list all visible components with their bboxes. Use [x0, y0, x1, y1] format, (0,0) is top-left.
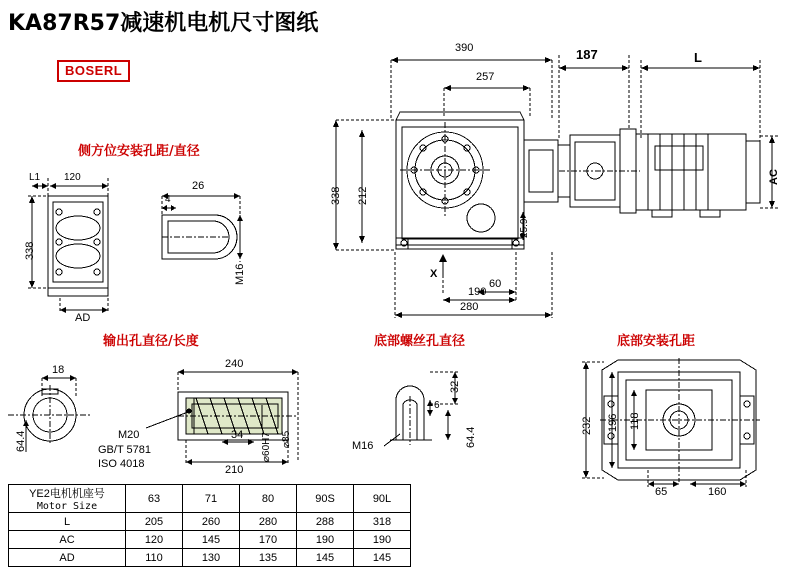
- dim-240: 240: [225, 358, 244, 370]
- table-cell: 318: [354, 513, 411, 531]
- dim-18: 18: [52, 364, 65, 376]
- table-cell: 260: [183, 513, 240, 531]
- motor-size-table: [8, 484, 411, 567]
- dim-118: 118: [629, 412, 641, 430]
- table-cell: 190: [297, 531, 354, 549]
- dim-160: 160: [708, 486, 727, 498]
- dim-190: 190: [468, 286, 487, 298]
- dim-338-side: 338: [24, 241, 36, 260]
- dim-257: 257: [476, 71, 495, 83]
- table-cell: 120: [126, 531, 183, 549]
- table-row: [9, 531, 411, 549]
- dim-187: 187: [576, 47, 598, 62]
- dim-280: 280: [460, 301, 479, 313]
- dim-32: 32: [449, 380, 461, 393]
- brand-logo: BOSERL: [57, 60, 130, 82]
- table-row-header: AD: [9, 549, 126, 567]
- table-row-header: L: [9, 513, 126, 531]
- table-header-motor-size: [9, 485, 126, 513]
- dim-M16-screw: M16: [352, 440, 374, 452]
- table-cell: 205: [126, 513, 183, 531]
- table-cell: 280: [240, 513, 297, 531]
- label-side-mount: 侧方位安装孔距/直径: [78, 144, 200, 159]
- table-cell: 90L: [354, 485, 411, 513]
- page-title: KA87R57减速机电机尺寸图纸: [8, 11, 319, 36]
- dim-X: X: [430, 268, 438, 280]
- table-cell: 288: [297, 513, 354, 531]
- dim-64-4-screw: 64.4: [465, 426, 477, 448]
- table-cell: 145: [297, 549, 354, 567]
- table-cell: 90S: [297, 485, 354, 513]
- dim-M16-side: M16: [234, 263, 246, 285]
- label-bottom-screw: 底部螺丝孔直径: [374, 334, 466, 349]
- dim-6: 6: [434, 400, 440, 411]
- label-output-hole: 输出孔直径/长度: [103, 334, 199, 349]
- table-cell: 130: [183, 549, 240, 567]
- dim-65: 65: [655, 486, 668, 498]
- dim-120: 120: [64, 172, 81, 183]
- dim-26: 26: [192, 180, 205, 192]
- table-cell: 170: [240, 531, 297, 549]
- dim-60h7: ⌀60H7: [261, 432, 272, 462]
- dim-210: 210: [225, 464, 244, 476]
- dim-64-4-output: 64.4: [15, 430, 27, 452]
- table-row: [9, 513, 411, 531]
- dim-338-main: 338: [330, 186, 342, 205]
- dim-212: 212: [357, 186, 369, 205]
- dim-4: 4: [165, 194, 171, 205]
- dim-25-9: 25.9: [519, 218, 530, 238]
- dim-232: 232: [581, 416, 593, 435]
- dim-85: ⌀85: [281, 430, 292, 448]
- dim-60: 60: [489, 278, 502, 290]
- table-header-en: Motor Size: [36, 501, 98, 512]
- table-header-cn: YE2电机机座号: [29, 488, 105, 500]
- table-row: [9, 549, 411, 567]
- table-row-header: AC: [9, 531, 126, 549]
- dim-L1: L1: [29, 172, 41, 183]
- dim-gbt5781: GB/T 5781: [98, 444, 151, 456]
- label-bottom-mount: 底部安装孔距: [617, 334, 696, 349]
- table-cell: 110: [126, 549, 183, 567]
- table-cell: 71: [183, 485, 240, 513]
- table-cell: 145: [354, 549, 411, 567]
- table-cell: 80: [240, 485, 297, 513]
- dim-L: L: [694, 50, 702, 65]
- dim-196: 196: [607, 413, 619, 432]
- table-cell: 190: [354, 531, 411, 549]
- dim-390: 390: [455, 42, 474, 54]
- table-cell: 63: [126, 485, 183, 513]
- table-cell: 145: [183, 531, 240, 549]
- dim-AC-main: AC: [768, 169, 780, 185]
- dim-34: 34: [231, 429, 244, 441]
- table-cell: 135: [240, 549, 297, 567]
- dim-iso4018: ISO 4018: [98, 458, 145, 470]
- dim-M20: M20: [118, 429, 140, 441]
- dim-AD-side: AD: [75, 312, 91, 324]
- table-row: [9, 485, 411, 513]
